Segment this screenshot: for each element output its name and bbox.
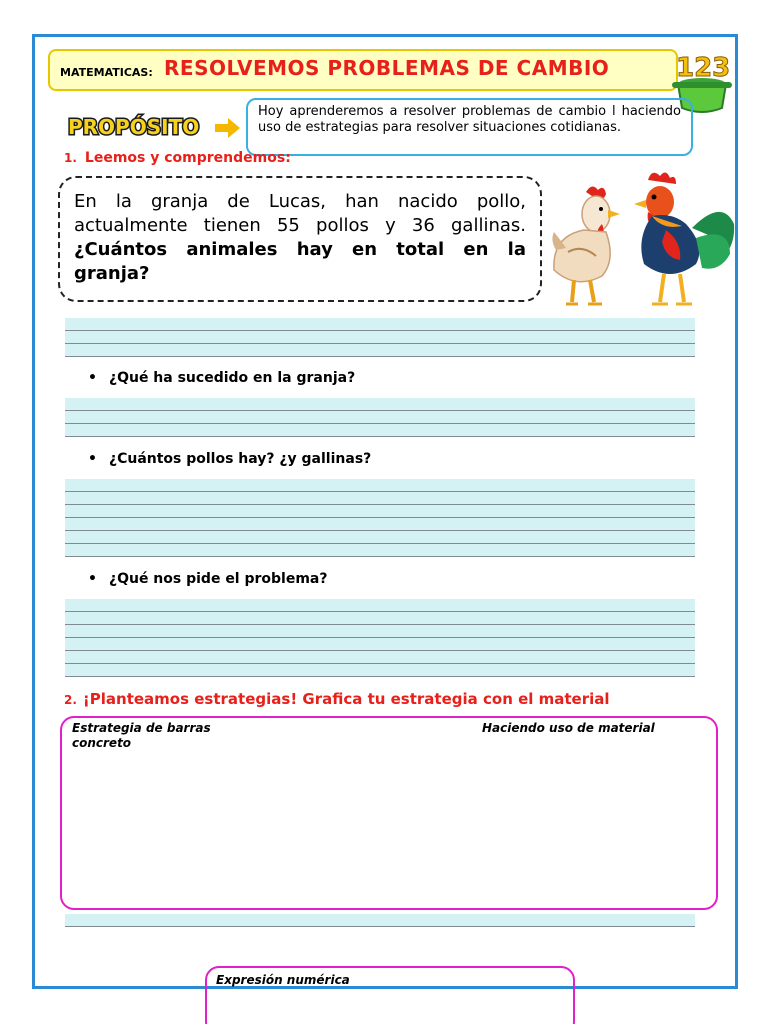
purpose-box [246,98,693,156]
answer-line [65,505,695,518]
problem-box [58,176,542,302]
answer-lines-3[interactable] [65,599,695,677]
section2-number: 2. [64,693,77,707]
question-item: • ¿Qué nos pide el problema? [88,571,328,587]
proposito-label [66,111,216,141]
answer-line [65,914,695,927]
answer-line [65,518,695,531]
subject-label: MATEMATICAS: [60,66,153,79]
answer-lines-1[interactable] [65,398,695,437]
rooster-icon [626,168,738,316]
section1-title: Leemos y comprendemos: [84,150,291,166]
answer-line [65,612,695,625]
strategy-right-label: Haciendo uso de material [482,721,655,735]
page-title: RESOLVEMOS PROBLEMAS DE CAMBIO [164,56,610,80]
answer-lines-0[interactable] [65,318,695,357]
expression-label: Expresión numérica [216,973,350,987]
answer-lines-2[interactable] [65,479,695,557]
svg-text:PROPÓSITO: PROPÓSITO [68,115,200,139]
section1-number: 1. [64,151,77,165]
problem-text: En la granja de Lucas, han nacido pollo, actualmente tienen 55 pollos y 36 gallinas. [74,191,526,236]
section2-title: ¡Planteamos estrategias! Grafica tu estrategia con el material [82,690,610,708]
answer-line [65,664,695,677]
answer-line [65,638,695,651]
logo-digits: 123 [676,53,731,83]
answer-line [65,625,695,638]
answer-line [65,411,695,424]
answer-line [65,424,695,437]
question-item: • ¿Cuántos pollos hay? ¿y gallinas? [88,451,371,467]
answer-line [65,599,695,612]
arrow-right-icon [215,117,241,139]
answer-line [65,531,695,544]
answer-line [65,651,695,664]
answer-line [65,479,695,492]
question-item: • ¿Qué ha sucedido en la granja? [88,370,355,386]
answer-line [65,331,695,344]
answer-lines-4[interactable] [65,914,695,927]
answer-line [65,492,695,505]
answer-line [65,398,695,411]
purpose-text: Hoy aprenderemos a resolver problemas de cambio l haciendo uso de estrategias para resolver situaciones cotidianas. [258,104,681,135]
answer-line [65,318,695,331]
hen-icon [546,180,626,315]
section1-heading [64,150,291,166]
problem-question: ¿Cuántos animales hay en total en la granja? [74,239,526,284]
section2-heading [64,690,694,712]
answer-line [65,544,695,557]
strategy-left-label: Estrategia de barras concreto [72,721,211,750]
answer-line [65,344,695,357]
